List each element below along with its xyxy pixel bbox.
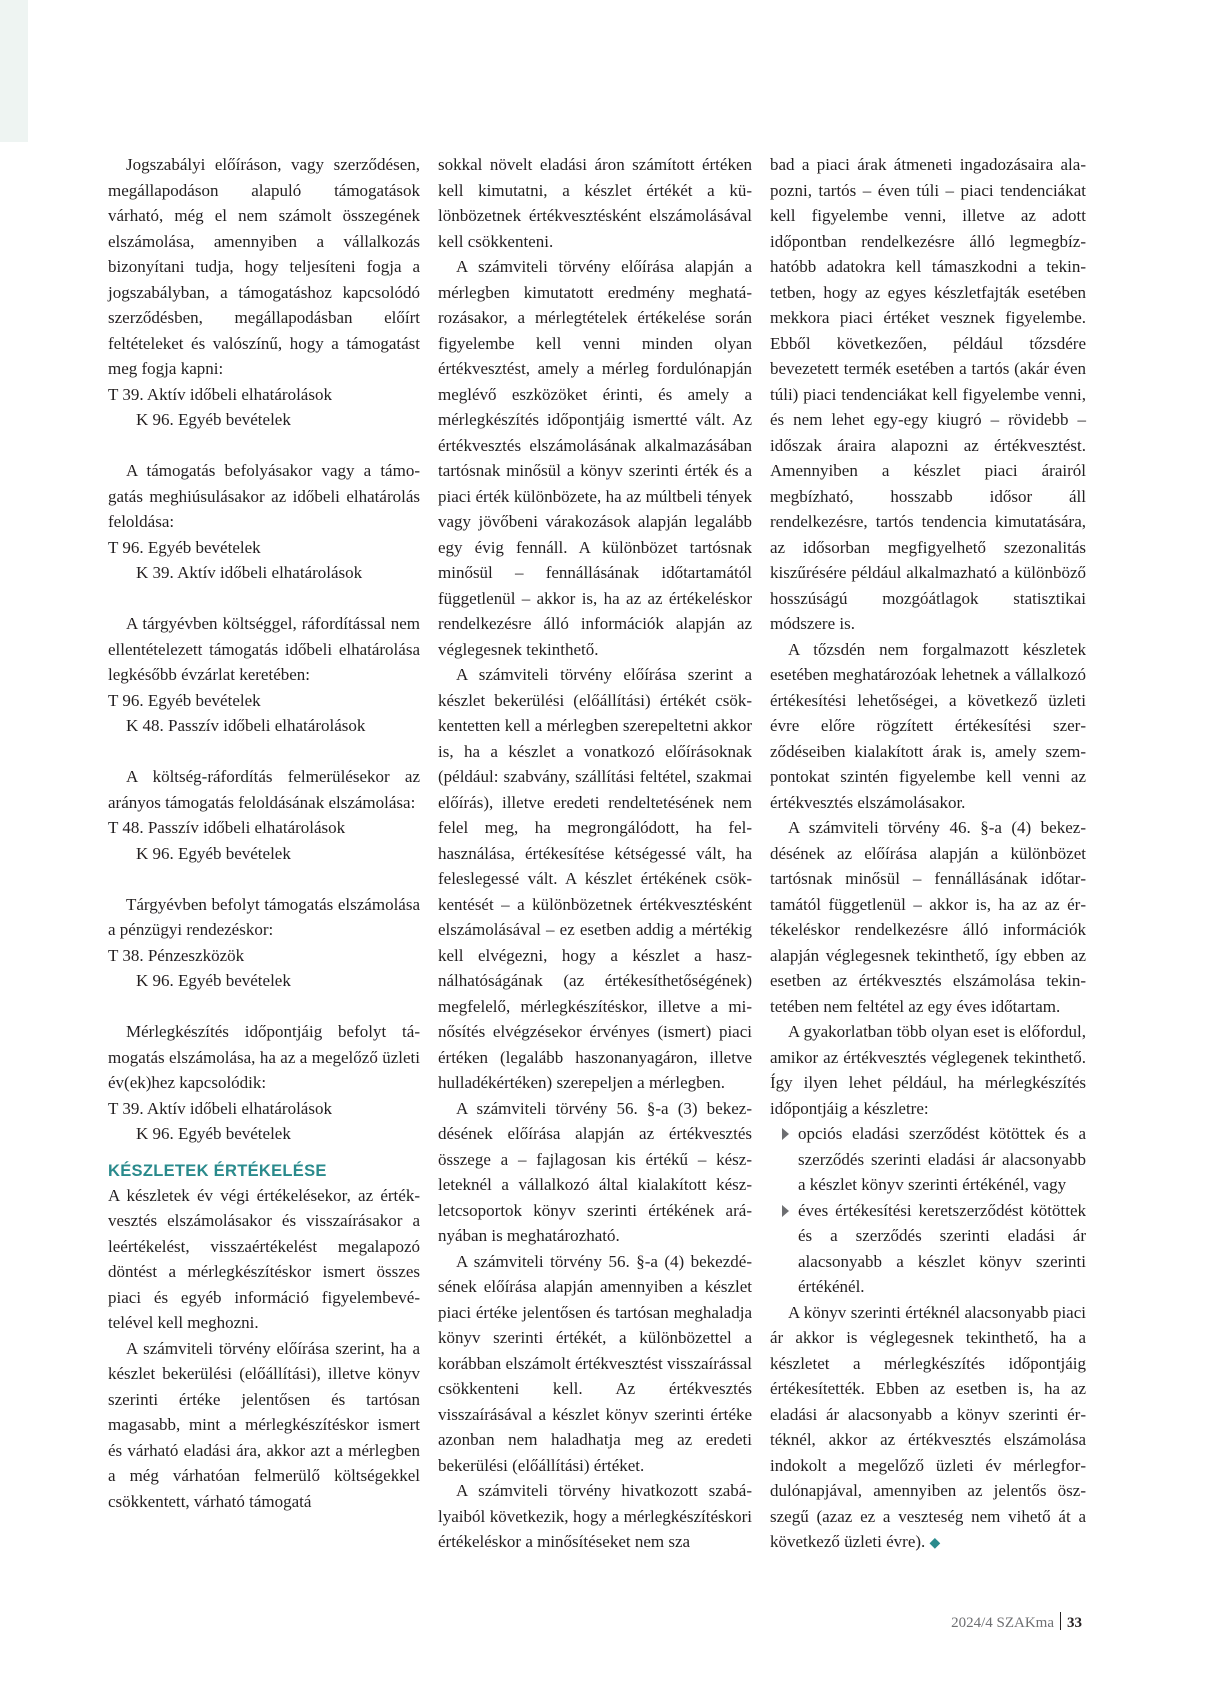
list-item (770, 1121, 1086, 1198)
paragraph: A tőzsdén nem forgalmazott készletek esetében meghatározóak lehetnek a vállalkozó értékesítési lehetőségei, a következő üzleti évre előre rögzített értékesítési szerződéseiben kialakított árak is, amely szempontokat szintén figyelembe kell venni az értékvesztés elszámolásakor. (770, 639, 1086, 812)
entry-credit: K 48. Passzív időbeli elhatárolások (126, 716, 366, 735)
issue-label: 2024/4 SZAKma (951, 1615, 1054, 1631)
paragraph: A tárgyévben költséggel, ráfordítással nem ellentételezett támogatás időbeli elhatárolása legkésőbb évzárlat keretében: (108, 614, 420, 684)
paragraph: A számviteli törvény előírása alapján a mérlegben kimutatott eredmény meghatározásakor, a mérlegtételek értékelése során figyelembe kell venni minden olyan értékvesztést, amely a mérleg fordulónapján meglévő eszközöket érinti, és amely a mérlegkészítés időpontjáig ismertté vált. Az értékvesztés elszámolásának alkalmazásában tartósnak minősül a könyv szerinti érték és a piaci érték különbözete, ha az múltbeli tények vagy jövőbeni várakozások alapján legalább egy évig fennáll. A különbözet tartósnak minősül – fennállásának időtartamától függetlenül – akkor is, ha az az értékeléskor rendelkezésre álló információk alapján az véglegesnek tekinthető. (438, 257, 752, 659)
paragraph-text: A könyv szerinti értéknél alacsonyabb piaci ár akkor is véglegesnek tekinthető, ha a készletet a mérlegkészítés időpontjáig értékesítették. Ebben az esetben is, ha az eladási ár alacsonyabb a könyv szerinti értéknél, akkor az értékvesztés elszámolása indokolt a megelőző üzleti év mérlegfordulónapjával, amennyiben az jelentős öszszegű (azaz ez a veszteség nem vihető át a következő üzleti évre). (770, 1302, 1086, 1551)
column-1 (108, 152, 420, 1514)
list-item-text: opciós eladási szerződést kötöttek és a szerződés szerinti eladási ár alacsonyabb a készlet könyv szerinti értékénél, vagy (798, 1124, 1086, 1194)
triangle-bullet-icon (782, 1128, 789, 1140)
paragraph: A költség-ráfordítás felmerülésekor az arányos támogatás feloldásának elszámolása: (108, 767, 420, 812)
paragraph: A számviteli törvény 56. §-a (3) bekezdésének előírása alapján az értékvesztés összege a – fajlagosan kis értékű – készleteknél a vállalkozó által kialakított készletcsoportok könyv szerinti értékének arányában is meghatározható. (438, 1098, 752, 1245)
entry-credit: K 96. Egyéb bevételek (136, 971, 291, 990)
entry-debit: T 96. Egyéb bevételek (108, 690, 261, 710)
entry-debit: T 38. Pénzeszközök (108, 945, 245, 965)
side-tab (0, 0, 28, 142)
column-2 (438, 152, 752, 1555)
section-heading: KÉSZLETEK ÉRTÉKELÉSE (108, 1161, 327, 1180)
paragraph: A támogatás befolyásakor vagy a támogatás meghiúsulásakor az időbeli elhatárolás feloldása: (108, 461, 420, 531)
diamond-end-icon: ◆ (929, 1536, 941, 1551)
paragraph: A gyakorlatban több olyan eset is előfordul, amikor az értékvesztés véglegenek tekinthető. Így ilyen lehet például, ha mérlegkészítés időpontjáig a készletre: (770, 1022, 1086, 1118)
entry-debit: T 48. Passzív időbeli elhatárolások (108, 818, 346, 837)
paragraph: sokkal növelt eladási áron számított értéken kell kimutatni, a készlet értékét a különbözetnek értékvesztésként elszámolásával kell csökkenteni. (438, 155, 752, 251)
paragraph: A számviteli törvény 56. §-a (4) bekezdésének előírása alapján amennyiben a készlet piaci értéke jelentősen és tartósan meghaladja könyv szerinti értékét, a különbözettel a korábban elszámolt értékvesztést visszaírással csökkenteni kell. Az értékvesztés visszaírásával a készlet könyv szerinti értéke azonban nem haladhatja meg az eredeti bekerülési (előállítási) értéket. (438, 1251, 752, 1475)
page-number: 33 (1067, 1615, 1082, 1631)
entry-credit: K 96. Egyéb bevételek (136, 410, 291, 429)
entry-credit: K 96. Egyéb bevételek (136, 843, 291, 863)
entry-debit: T 96. Egyéb bevételek (108, 537, 261, 557)
entry-credit: K 96. Egyéb bevételek (136, 1124, 291, 1143)
list-item-text: éves értékesítési keretszerződést kötöttek és a szerződés szerinti eladási ár alacsonyabb a készlet könyv szerinti értékénél. (798, 1200, 1086, 1296)
paragraph (770, 1300, 1086, 1557)
entry-credit: K 39. Aktív időbeli elhatárolások (136, 563, 363, 582)
paragraph: A készletek év végi értékelésekor, az értékvesztés elszámolásakor és visszaírásakor a leértékelést, visszaértékelést megalapozó döntést a mérlegkészítéskor ismert összes piaci és egyéb információ figyelembevételével kell meghozni. (108, 1185, 420, 1332)
paragraph: Tárgyévben befolyt támogatás elszámolása a pénzügyi rendezéskor: (108, 894, 420, 939)
paragraph: bad a piaci árak átmeneti ingadozásaira alapozni, tartós – éven túli – piaci tendenciákat kell figyelembe venni, illetve az adott időpontban rendelkezésre álló legmegbízhatóbb adatokra kell támaszkodni a tekintetben, hogy az egyes készletfajták esetében mekkora piaci értéket vesznek figyelembe. Ebből következően, például tőzsdére bevezetett termék esetében a tartós (akár éven túli) piaci tendenciákat kell figyelembe venni, és nem lehet egy-egy kiugró – rövidebb – időszak áraira alapozni az értékvesztést. Amennyiben a készlet piaci árairól megbízható, hosszabb idősor áll rendelkezésre, tartós tendencia kimutatására, az idősorban megfigyelhető szezonalitás kiszűrésére például alkalmazható a különböző hosszúságú mozgóátlagok statisztikai módszere is. (770, 155, 1086, 633)
paragraph: A számviteli törvény előírása szerint, ha a készlet bekerülési (előállítási), illetve könyv szerinti értéke jelentősen és tartósan magasabb, mint a mérlegkészítéskor ismert és várható eladási ára, akkor azt a mérlegben a még várhatóan felmerülő költségekkel csökkentett, várható támogatá (108, 1338, 420, 1511)
entry-debit: T 39. Aktív időbeli elhatárolások (108, 1098, 332, 1118)
paragraph: A számviteli törvény előírása szerint a készlet bekerülési (előállítási) értékét csökkentetten kell a mérlegben szerepeltetni akkor is, ha a készlet a vonatkozó előírásoknak (például: szabvány, szállítási feltétel, szakmai előírás), illetve eredeti rendeltetésének nem felel meg, ha megrongálódott, ha felhasználása, értékesítése kétségessé vált, ha feleslegessé vált. A készlet értékének csökkentését – a különbözetnek értékvesztésként elszámolásával – ez esetben addig a mértékig kell elvégezni, hogy a készlet a használhatóságának (az értékesíthetőségének) megfelelő, mérlegkészítéskor, illetve a minősítés elvégzésekor érvényes (ismert) piaci értéken (legalább haszonanyagáron, illetve hulladékértéken) szerepeljen a mérlegben. (438, 665, 752, 1092)
page-footer (951, 1612, 1082, 1632)
paragraph: A számviteli törvény 46. §-a (4) bekezdésének az előírása alapján a különbözet tartósnak minősül – fennállásának időtartamától függetlenül – akkor is, ha az az értékeléskor rendelkezésre álló információk alapján véglegesnek tekinthető, így ebben az esetben az értékvesztés elszámolása tekintetében nem feltétel az egy éves időtartam. (770, 818, 1086, 1016)
footer-divider (1060, 1612, 1061, 1630)
paragraph: A számviteli törvény hivatkozott szabályaiból következik, hogy a mérlegkészítéskori értékeléskor a minősítéseket nem sza (438, 1481, 752, 1551)
entry-debit: T 39. Aktív időbeli elhatárolások (108, 384, 332, 404)
list-item (770, 1198, 1086, 1300)
paragraph: Jogszabályi előíráson, vagy szerződésen, megállapodáson alapuló támogatások várható, még el nem számolt összegének elszámolása, amennyiben a vállalkozás bizonyítani tudja, hogy teljesíteni fogja a jogszabályban, a támogatáshoz kapcsolódó szerződésben, megállapodásban előírt feltételeket és valószínű, hogy a támogatást meg fogja kapni: (108, 155, 420, 378)
column-3 (770, 152, 1086, 1557)
paragraph: Mérlegkészítés időpontjáig befolyt támogatás elszámolása, ha az a megelőző üzleti év(ek)hez kapcsolódik: (108, 1022, 420, 1092)
triangle-bullet-icon (782, 1205, 789, 1217)
